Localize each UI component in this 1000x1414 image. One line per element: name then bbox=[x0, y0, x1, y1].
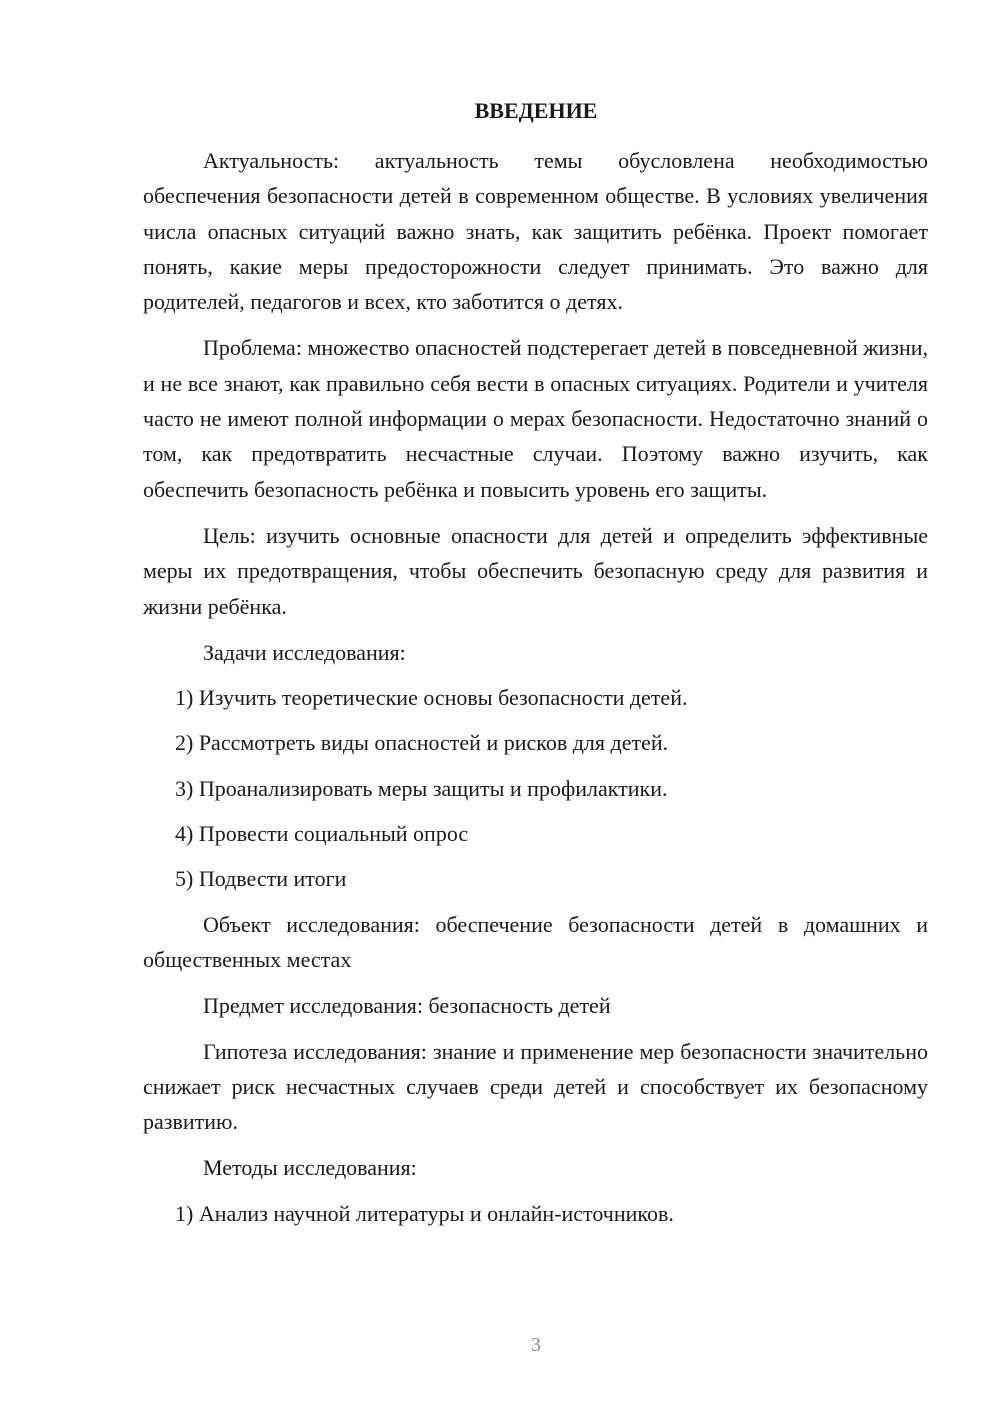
goal-paragraph: Цель: изучить основные опасности для детей и определить эффективные меры их предотвращения, чтобы обеспечить безопасную среду для развития и жизни ребёнка. bbox=[143, 522, 928, 619]
methods-heading: Методы исследования: bbox=[203, 1155, 417, 1181]
task-item-1: 1) Изучить теоретические основы безопасности детей. bbox=[175, 685, 688, 711]
tasks-heading: Задачи исследования: bbox=[203, 639, 406, 665]
problem-paragraph: Проблема: множество опасностей подстерегает детей в повседневной жизни, и не все знают, как правильно себя вести в опасных ситуациях. Родители и учителя часто не имеют полной информации о мерах безопасности. Недостаточно знаний о том, как предотвратить несчастные случаи. Поэтому важно изучить, как обеспечить безопасность ребёнка и повысить уровень его защиты. bbox=[143, 335, 928, 502]
section-title: ВВЕДЕНИЕ bbox=[474, 98, 598, 123]
object-paragraph: Объект исследования: обеспечение безопасности детей в домашних и общественных местах bbox=[143, 911, 928, 972]
page-number: 3 bbox=[531, 1334, 541, 1356]
subject-paragraph: Предмет исследования: безопасность детей bbox=[203, 993, 611, 1019]
hypothesis-paragraph: Гипотеза исследования: знание и применение мер безопасности значительно снижает риск несчастных случаев среди детей и способствует их безопасному развитию. bbox=[143, 1038, 928, 1135]
method-item-1: 1) Анализ научной литературы и онлайн-источников. bbox=[175, 1200, 674, 1226]
relevance-paragraph: Актуальность: актуальность темы обусловлена необходимостью обеспечения безопасности детей в современном обществе. В условиях увеличения числа опасных ситуаций важно знать, как защитить ребёнка. Проект помогает понять, какие меры предосторожности следует принимать. Это важно для родителей, педагогов и всех, кто заботится о детях. bbox=[143, 148, 928, 315]
task-item-5: 5) Подвести итоги bbox=[175, 866, 347, 892]
task-item-3: 3) Проанализировать меры защиты и профилактики. bbox=[175, 775, 668, 801]
document-body bbox=[143, 143, 928, 1241]
task-item-2: 2) Рассмотреть виды опасностей и рисков для детей. bbox=[175, 730, 669, 756]
task-item-4: 4) Провести социальный опрос bbox=[175, 821, 469, 847]
